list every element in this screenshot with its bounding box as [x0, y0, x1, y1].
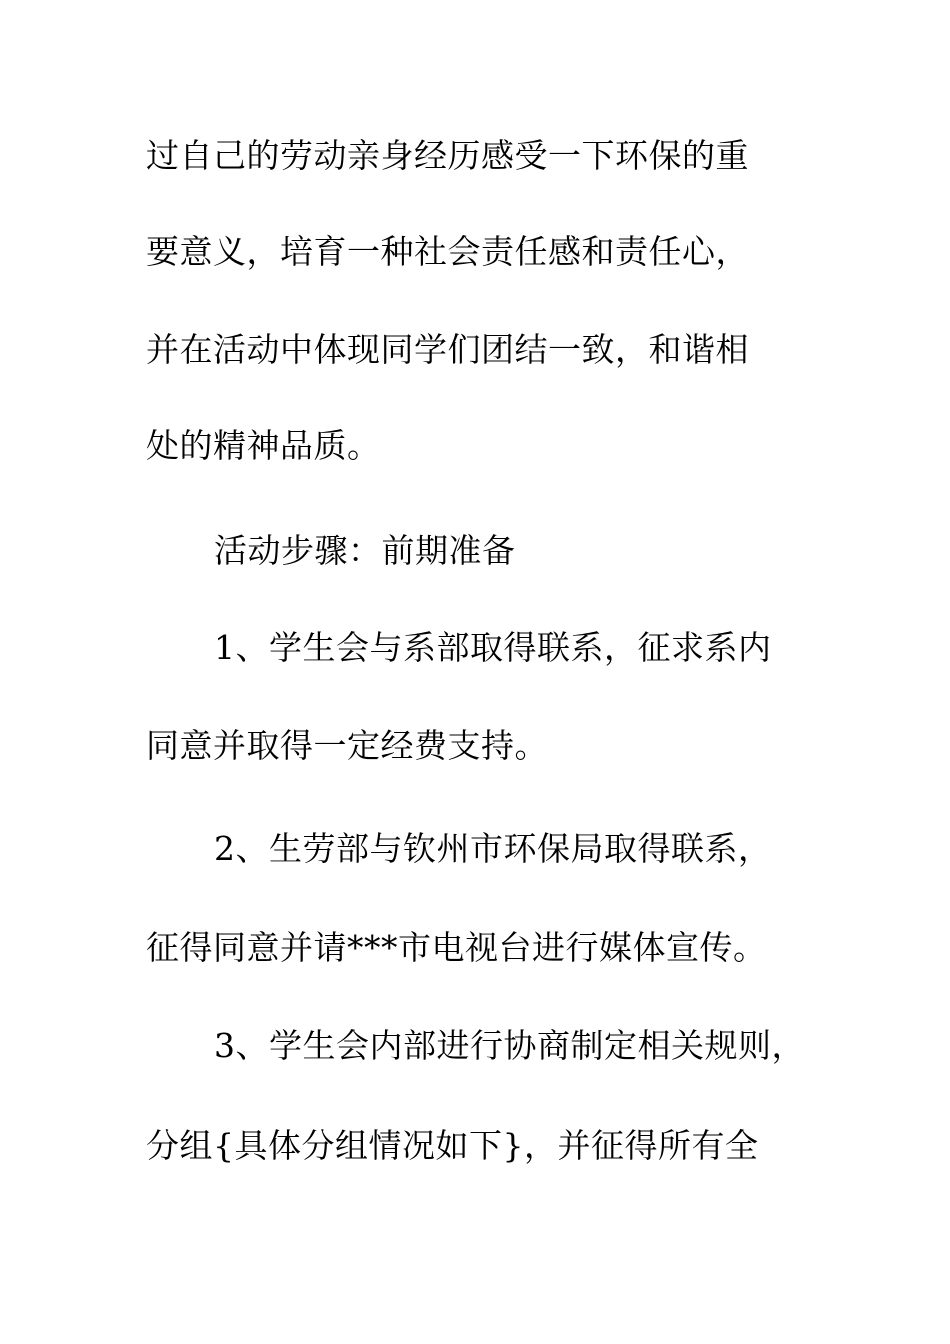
step-1-line-1: 1、学生会与系部取得联系，征求系内 — [214, 628, 772, 667]
paragraph-line-2: 要意义，培育一种社会责任感和责任心， — [146, 232, 749, 271]
step-3-line-2: 分组{具体分组情况如下}，并征得所有全 — [146, 1126, 759, 1165]
step-3-line-1: 3、学生会内部进行协商制定相关规则， — [214, 1026, 805, 1065]
paragraph-line-1: 过自己的劳动亲身经历感受一下环保的重 — [146, 136, 749, 175]
section-heading: 活动步骤：前期准备 — [214, 531, 516, 570]
step-1-line-2: 同意并取得一定经费支持。 — [146, 726, 548, 765]
step-2-line-2: 征得同意并请***市电视台进行媒体宣传。 — [146, 928, 767, 967]
step-2-line-1: 2、生劳部与钦州市环保局取得联系， — [214, 829, 772, 868]
paragraph-line-4: 处的精神品质。 — [146, 426, 381, 465]
paragraph-line-3: 并在活动中体现同学们团结一致，和谐相 — [146, 330, 749, 369]
